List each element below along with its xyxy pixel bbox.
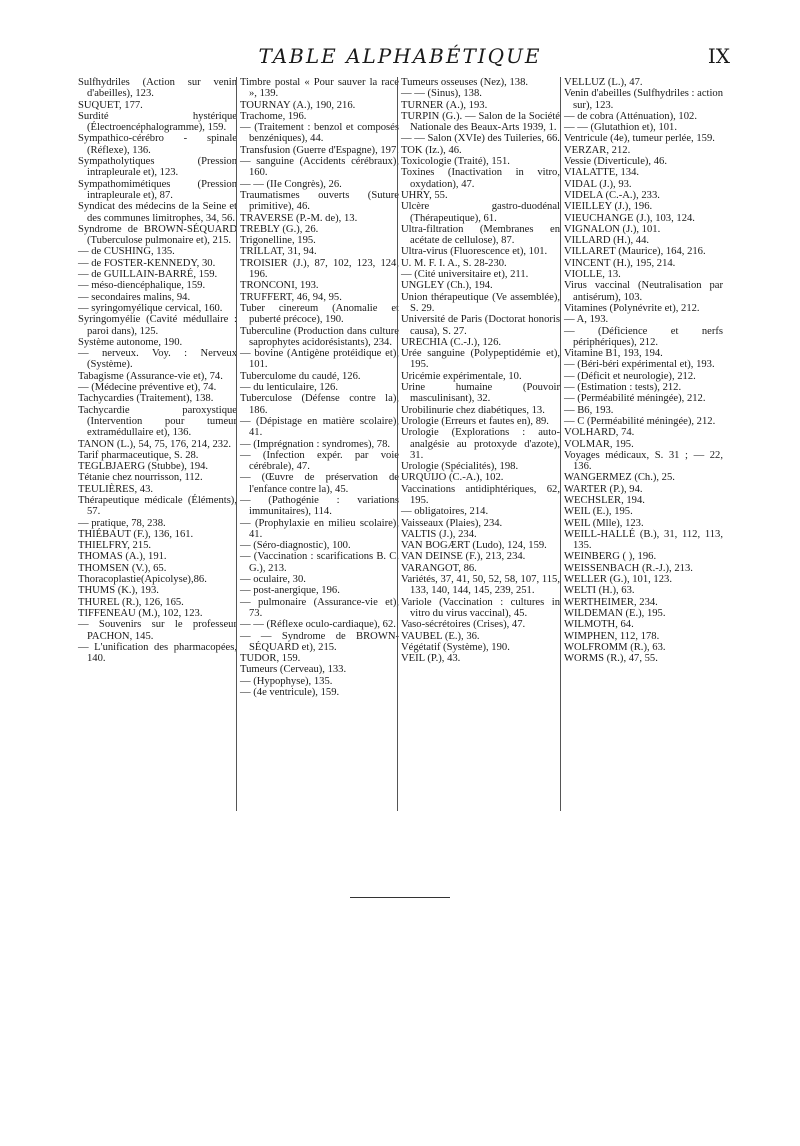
index-entry: WORMS (R.), 47, 55. [564,653,658,665]
index-entry: TREBLY (G.), 26. [240,223,319,235]
index-entry: Tabagisme (Assurance-vie et), 74. [78,370,223,382]
index-entry: — bovine (Antigène protéidique et), 101. [240,348,399,371]
index-entry: Venin d'abeilles (Sulfhydriles : action sur), 123. [564,88,724,111]
index-entry: WILMOTH, 64. [564,619,634,631]
page-number: IX [707,44,730,68]
index-entry: THUMS (K.), 193. [78,585,159,597]
index-entry: — B6, 193. [564,404,614,416]
index-entry: WILDEMAN (E.), 195. [564,607,666,619]
index-entry: WARTER (P.), 94. [564,483,643,495]
index-entry: Vaccinations antidiphtériques, 62, 195. [401,483,560,506]
index-entry: VERZAR, 212. [564,144,631,156]
index-entry: — C (Perméabilité méningée), 212. [564,415,716,427]
index-entry: — — (IIe Congrès), 26. [240,178,342,190]
index-entry: Tumeurs osseuses (Nez), 138. [401,77,529,88]
index-entry: Thérapeutique médicale (Éléments), 57. [78,494,237,518]
index-entry: UHRY, 55. [401,189,448,201]
index-entry: — — (Réflexe oculo-cardiaque), 62. [240,619,396,631]
index-entry: VIGNALON (J.), 101. [564,223,661,235]
index-entry: — syringomyélique cervical, 160. [78,302,223,314]
index-column-1 [78,77,237,664]
index-entry: Végétatif (Système), 190. [401,641,510,653]
index-entry: Tarif pharmaceutique, S. 28. [78,449,199,461]
index-column-3 [401,77,560,664]
index-entry: WELTI (H.), 63. [564,585,635,597]
index-entry: VINCENT (H.), 195, 214. [564,257,676,269]
index-entry: — obligatoires, 214. [401,506,489,518]
index-entry: Urologie (Explorations : auto-analgésie au protoxyde d'azote), 31. [401,427,560,461]
index-entry: Syringomyélie (Cavité médullaire : paroi dans), 125. [78,314,237,337]
index-entry: VILLARD (H.), 44. [564,235,650,247]
index-entry: — — Salon (XVIe) des Tuileries, 66. [401,133,560,145]
index-entry: VIALATTE, 134. [564,167,640,179]
index-entry: VIEUCHANGE (J.), 103, 124. [564,212,695,224]
index-entry: Syndicat des médecins de la Seine et des communes limitrophes, 34, 56. [78,201,237,224]
index-entry: — (Déficience et nerfs périphériques), 212. [564,325,723,348]
index-entry: Variétés, 37, 41, 50, 52, 58, 107, 115, 133, 140, 144, 145, 239, 251. [401,574,560,597]
index-entry: VIEILLEY (J.), 196. [564,201,653,213]
index-entry: — (Vaccination : scarifications B. C. G.), 213. [240,551,399,574]
index-entry: TRAVERSE (P.-M. de), 13. [240,212,358,224]
index-entry: VIOLLE, 13. [564,269,621,281]
column-divider [236,77,237,811]
index-entry: TEGLBJAERG (Stubbe), 194. [78,461,209,473]
index-entry: VAN BOGÆRT (Ludo), 124, 159. [401,540,547,552]
index-entry: WELLER (G.), 101, 123. [564,574,672,586]
index-entry: — (Cité universitaire et), 211. [401,269,529,281]
index-entry: TOK (Iz.), 46. [401,144,462,156]
column-divider [560,77,561,811]
index-entry: TURPIN (G.). — Salon de la Société Nationale des Beaux-Arts 1939, 1. [401,110,560,134]
index-entry: VAUBEL (E.), 36. [401,630,480,642]
index-entry: TEULIÈRES, 43. [78,483,154,495]
index-entry: — (Hypophyse), 135. [240,675,333,687]
index-entry: VALTIS (J.), 234. [401,528,477,540]
index-entry: Trachome, 196. [240,110,307,122]
index-entry: Tachycardie paroxystique (Intervention pour tumeur extramédullaire et), 136. [78,404,237,439]
index-entry: VIDELA (C.-A.), 233. [564,189,660,201]
index-entry: THUREL (R.), 126, 165. [78,596,184,608]
index-entry: — — (Glutathion et), 101. [564,122,677,134]
index-entry: Tuberculose (Défense contre la), 186. [240,393,399,416]
index-entry: Syndrome de BROWN-SÉQUARD (Tuberculose pulmonaire et), 215. [78,223,237,247]
index-entry: Urine humaine (Pouvoir masculinisant), 32. [401,382,560,405]
index-entry: Variole (Vaccination : cultures in vitro du virus vaccinal), 45. [401,596,560,619]
index-entry: Traumatismes ouverts (Suture primitive), 46. [240,189,399,213]
index-entry: WEIL (Mlle), 123. [564,517,644,529]
index-entry: — de CUSHING, 135. [78,246,175,258]
index-entry: WEISSENBACH (R.-J.), 213. [564,562,693,574]
index-entry: WANGERMEZ (Ch.), 25. [564,472,675,484]
index-entry: Université de Paris (Doctorat honoris causa), S. 27. [401,314,560,337]
index-entry: THIÉBAUT (F.), 136, 161. [78,528,194,540]
index-entry: — (Traitement : benzol et composés benzéniques), 44. [240,122,399,145]
index-entry: Urée sanguine (Polypeptidémie et), 195. [401,348,560,371]
index-entry: WEILL-HALLÉ (B.), 31, 112, 113, 135. [564,528,723,552]
index-entry: WEINBERG ( ), 196. [564,551,657,563]
index-entry: THOMSEN (V.), 65. [78,562,167,574]
index-entry: — post-anergique, 196. [240,585,340,597]
index-entry: Surdité hystérique (Électroencéphalogramme), 159. [78,110,237,134]
index-entry: VELLUZ (L.), 47. [564,77,643,88]
index-entry: VOLMAR, 195. [564,438,634,450]
column-divider [397,77,398,811]
index-entry: — sanguine (Accidents cérébraux), 160. [240,156,399,179]
index-entry: Tumeurs (Cerveau), 133. [240,664,347,676]
index-entry: Union thérapeutique (Ve assemblée), S. 29. [401,291,560,314]
index-entry: — — (Sinus), 138. [401,88,482,100]
index-entry: WOLFROMM (R.), 63. [564,641,666,653]
index-entry: — (Séro-diagnostic), 100. [240,540,351,552]
index-entry: Uricémie expérimentale, 10. [401,370,522,382]
index-entry: — (Médecine préventive et), 74. [78,382,217,394]
index-entry: TURNER (A.), 193. [401,99,488,111]
index-entry: TRUFFERT, 46, 94, 95. [240,291,342,303]
index-entry: Vaso-sécrétoires (Crises), 47. [401,619,526,631]
index-entry: Tachycardies (Traitement), 138. [78,393,214,405]
index-entry: Thoracoplastie(Apicolyse),86. [78,574,207,586]
index-entry: Transfusion (Guerre d'Espagne), 197. [240,144,399,156]
index-entry: Tuber cinereum (Anomalie et puberté précoce), 190. [240,302,399,326]
index-entry: — nerveux. Voy. : Nerveux (Système). [78,348,237,371]
index-entry: — (Déficit et neurologie), 212. [564,370,696,382]
index-entry: Vessie (Diverticule), 46. [564,156,667,168]
index-entry: VARANGOT, 86. [401,562,477,574]
index-entry: Urologie (Erreurs et fautes en), 89. [401,415,549,427]
index-entry: TRONCONI, 193. [240,280,319,292]
index-entry: Ulcère gastro-duodénal (Thérapeutique), 61. [401,201,560,224]
index-entry: TIFFENEAU (M.), 102, 123. [78,607,203,619]
index-entry: — méso-diencéphalique, 159. [78,280,206,292]
index-entry: Sympathomimétiques (Pression intrapleurale et), 87. [78,178,237,201]
index-entry: U. M. F. I. A., S. 28-230. [401,257,507,269]
index-entry: — Souvenirs sur le professeur PACHON, 145. [78,619,237,642]
index-entry: VOLHARD, 74. [564,427,635,439]
index-entry: Sulfhydriles (Action sur venin d'abeilles), 123. [78,77,237,100]
index-entry: Voyages médicaux, S. 31 ; — 22, 136. [564,449,723,473]
index-entry: — oculaire, 30. [240,574,306,586]
index-entry: VEIL (P.), 43. [401,653,461,665]
index-entry: WIMPHEN, 112, 178. [564,630,660,642]
index-entry: VILLARET (Maurice), 164, 216. [564,246,706,258]
index-column-2 [240,77,399,698]
index-entry: Vitamines (Polynévrite et), 212. [564,302,700,314]
index-entry: TANON (L.), 54, 75, 176, 214, 232. [78,438,232,450]
index-entry: — (Béri-béri expérimental et), 193. [564,359,715,371]
index-entry: Timbre postal « Pour sauver la race », 139. [240,77,399,100]
index-entry: Urologie (Spécialités), 198. [401,461,519,473]
index-entry: VIDAL (J.), 93. [564,178,632,190]
index-entry: — de cobra (Atténuation), 102. [564,110,697,122]
index-column-4 [564,77,723,664]
index-entry: THOMAS (A.), 191. [78,551,167,563]
index-entry: — (Œuvre de préservation de l'enfance contre la), 45. [240,472,399,495]
index-entry: Urobilinurie chez diabétiques, 13. [401,404,545,416]
index-entry: Sympatholytiques (Pression intrapleurale et), 123. [78,156,237,179]
index-entry: — de GUILLAIN-BARRÉ, 159. [78,269,218,281]
index-entry: — de FOSTER-KENNEDY, 30. [78,257,216,269]
index-entry: WECHSLER, 194. [564,494,645,506]
index-entry: Ultra-filtration (Membranes en acétate de cellulose), 87. [401,223,560,247]
index-entry: — pratique, 78, 238. [78,517,166,529]
index-entry: Virus vaccinal (Neutralisation par antisérum), 103. [564,280,723,303]
index-entry: Sympathico-cérébro - spinale (Réflexe), 136. [78,133,237,156]
index-entry: — (Imprégnation : syndromes), 78. [240,438,391,450]
index-entry: Tuberculine (Production dans culture saprophytes acidorésistants), 234. [240,325,399,348]
index-entry: — A, 193. [564,314,609,326]
index-entry: THIELFRY, 215. [78,540,152,552]
index-entry: WERTHEIMER, 234. [564,596,658,608]
index-entry: — (Perméabilité méningée), 212. [564,393,706,405]
index-entry: Ventricule (4e), tumeur perlée, 159. [564,133,715,145]
index-entry: — (Estimation : tests), 212. [564,382,682,394]
index-entry: TUDOR, 159. [240,653,301,665]
index-entry: — du lenticulaire, 126. [240,382,338,394]
index-entry: Vaisseaux (Plaies), 234. [401,517,503,529]
index-entry: — L'unification des pharmacopées, 140. [78,641,237,665]
index-entry: TOURNAY (A.), 190, 216. [240,99,356,111]
index-entry: Ultra-virus (Fluorescence et), 101. [401,246,548,258]
index-entry: Vitamine B1, 193, 194. [564,348,663,360]
index-entry: SUQUET, 177. [78,99,143,111]
index-entry: UNGLEY (Ch.), 194. [401,280,493,292]
index-entry: — — Syndrome de BROWN-SÉQUARD et), 215. [240,630,399,653]
index-entry: — secondaires malins, 94. [78,291,191,303]
index-entry: VAN DEINSE (F.), 213, 234. [401,551,526,563]
index-entry: — pulmonaire (Assurance-vie et), 73. [240,596,399,619]
index-entry: WEIL (E.), 195. [564,506,633,518]
page-title: TABLE ALPHABÉTIQUE [258,44,542,68]
index-entry: Trigonelline, 195. [240,235,316,247]
index-entry: TROISIER (J.), 87, 102, 123, 124, 196. [240,257,399,281]
index-entry: Toxines (Inactivation in vitro, oxydation), 47. [401,167,560,190]
index-entry: TRILLAT, 31, 94. [240,246,317,258]
index-entry: URQUIJO (C.-A.), 102. [401,472,504,484]
index-entry: — (Prophylaxie en milieu scolaire), 41. [240,517,399,540]
index-entry: Toxicologie (Traité), 151. [401,156,510,168]
index-entry: URECHIA (C.-J.), 126. [401,336,502,348]
index-entry: — (Dépistage en matière scolaire), 41. [240,415,399,439]
index-entry: Tuberculome du caudé, 126. [240,370,361,382]
end-rule [350,897,450,898]
index-entry: Système autonome, 190. [78,336,183,348]
index-entry: Tétanie chez nourrisson, 112. [78,472,203,484]
index-entry: — (Infection expér. par voie cérébrale), 47. [240,449,399,473]
index-entry: — (Pathogénie : variations immunitaires), 114. [240,494,399,518]
index-entry: — (4e ventricule), 159. [240,687,340,699]
